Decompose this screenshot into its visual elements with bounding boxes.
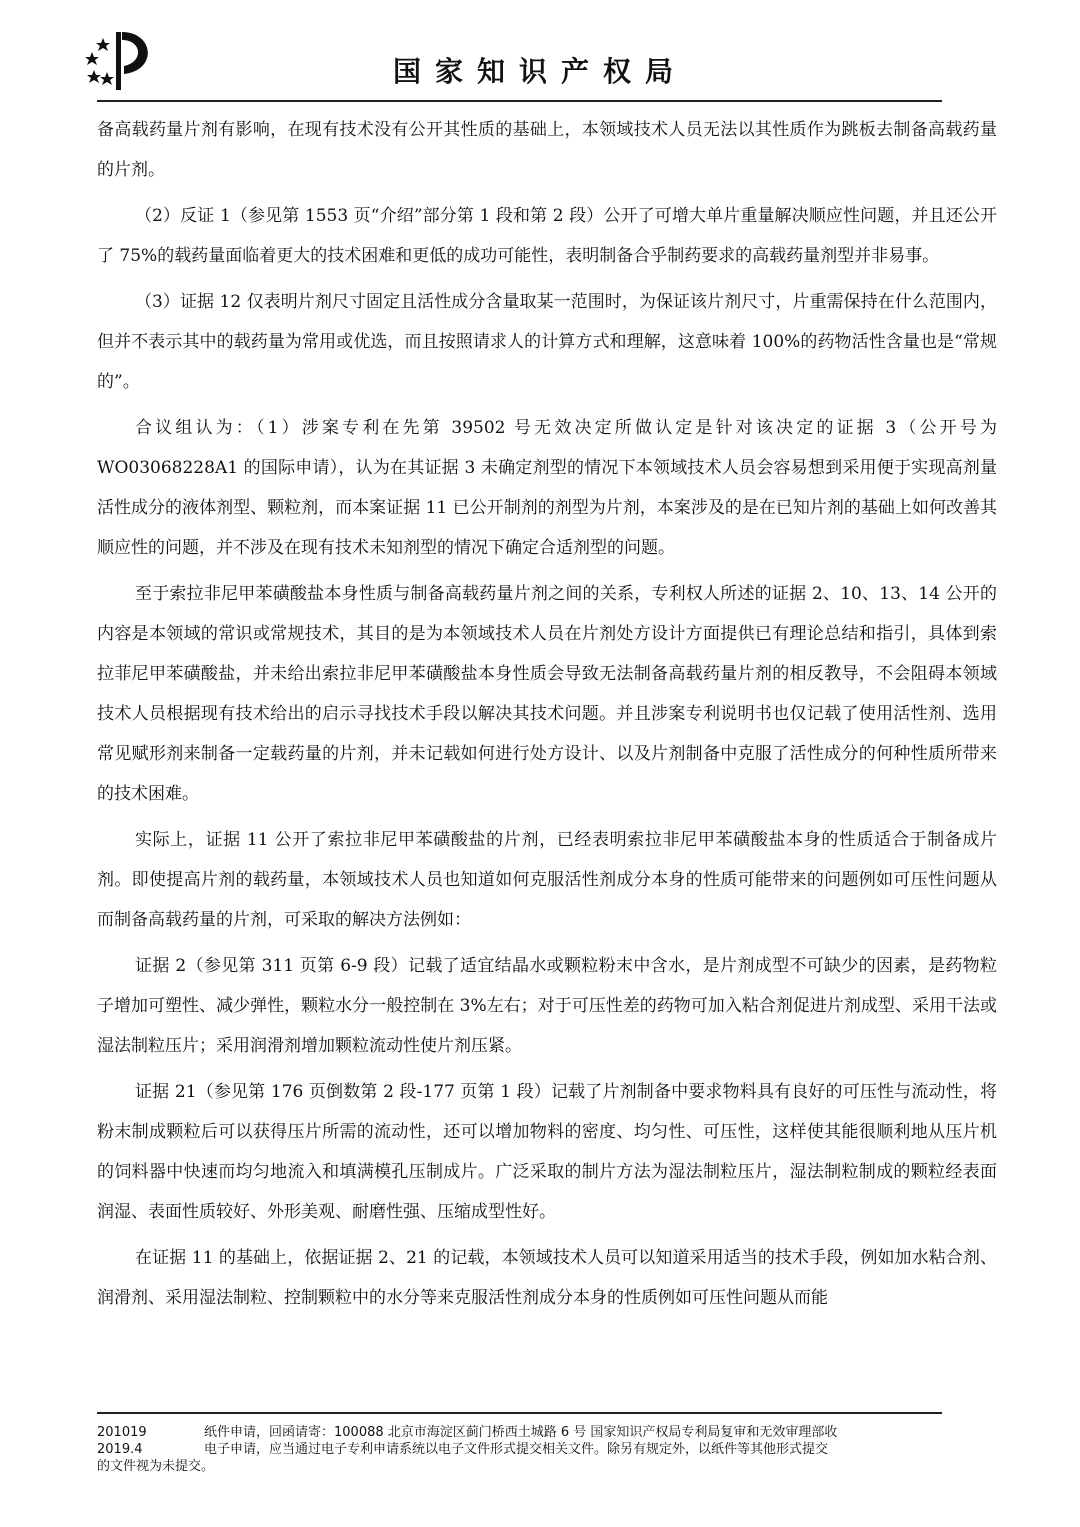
paragraph-evidence-2: 证据 2（参见第 311 页第 6-9 段）记载了适宜结晶水或颗粒粉末中含水，是片剂成型不可缺少的因素，是药物粒子增加可塑性、减少弹性，颗粒水分一般控制在 3%左右；对于可压性差的药物可加入粘合剂促进片剂成型、采用干法或湿法制粒压片；采用润滑剂增加颗粒流动性使片剂压紧。: [97, 956, 997, 1056]
footer-line-end: 的文件视为未提交。: [97, 1459, 215, 1474]
paragraph-panel-opinion: 合议组认为：（1）涉案专利在先第 39502 号无效决定所做认定是针对该决定的证据 3（公开号为WO03068228A1 的国际申请），认为在其证据 3 未确定剂型的情况下本领域技术人员会容易想到采用便于实现高剂量活性成分的液体剂型、颗粒剂，而本案证据 11 已公开制剂的剂型为片剂，本案涉及的是在已知片剂的基础上如何改善其顺应性的问题，并不涉及在现有技术未知剂型的情况下确定合适剂型的问题。: [97, 418, 997, 558]
paragraph-evidence-21: 证据 21（参见第 176 页倒数第 2 段-177 页第 1 段）记载了片剂制备中要求物料具有良好的可压性与流动性，将粉末制成颗粒后可以获得压片所需的流动性，还可以增加物料的密度、均匀性、可压性，这样使其能很顺利地从压片机的饲料器中快速而均匀地流入和填满模孔压制成片。广泛采取的制片方法为湿法制粒压片，湿法制粒制成的颗粒经表面润湿、表面性质较好、外形美观、耐磨性强、压缩成型性好。: [97, 1082, 997, 1222]
form-date: 2019.4: [97, 1442, 143, 1457]
paragraph-salt-properties: 至于索拉非尼甲苯磺酸盐本身性质与制备高载药量片剂之间的关系，专利权人所述的证据 2、10、13、14 公开的内容是本领域的常识或常规技术，其目的是为本领域技术人员在片剂处方设计方面提供已有理论总结和指引，具体到索拉菲尼甲苯磺酸盐，并未给出索拉非尼甲苯磺酸盐本身性质会导致无法制备高载药量片剂的相反教导，不会阻碍本领域技术人员根据现有技术给出的启示寻找技术手段以解决其技术问题。并且涉案专利说明书也仅记载了使用活性剂、选用常见赋形剂来制备一定载药量的片剂，并未记载如何进行处方设计、以及片剂制备中克服了活性成分的何种性质所带来的技术困难。: [97, 584, 997, 804]
footer-line-paper: 纸件申请，回函请寄：100088 北京市海淀区蓟门桥西土城路 6 号 国家知识产权局专利局复审和无效审理部收: [204, 1425, 838, 1440]
page-header: [0, 0, 1080, 104]
footer-notice: [97, 1424, 1002, 1475]
document-body: [97, 110, 997, 1324]
footer-line-electronic: 电子申请，应当通过电子专利申请系统以电子文件形式提交相关文件。除另有规定外，以纸件等其他形式提交: [204, 1442, 829, 1457]
office-name: 国家知识产权局: [392, 55, 687, 88]
header-divider: [97, 100, 942, 102]
paragraph-evidence-12: （3）证据 12 仅表明片剂尺寸固定且活性成分含量取某一范围时，为保证该片剂尺寸，片重需保持在什么范围内，但并不表示其中的载药量为常用或优选，而且按照请求人的计算方式和理解，这意味着 100%的药物活性含量也是“常规的”。: [97, 292, 997, 392]
paragraph-counter-evidence-1: （2）反证 1（参见第 1553 页“介绍”部分第 1 段和第 2 段）公开了可增大单片重量解决顺应性问题，并且还公开了 75%的载药量面临着更大的技术困难和更低的成功可能性，表明制备合乎制药要求的高载药量剂型并非易事。: [97, 206, 997, 266]
form-code: 201019: [97, 1425, 147, 1440]
footer-divider: [97, 1412, 942, 1414]
cnipa-logo-icon: [78, 26, 158, 92]
paragraph-conclusion: 在证据 11 的基础上，依据证据 2、21 的记载，本领域技术人员可以知道采用适当的技术手段，例如加水粘合剂、润滑剂、采用湿法制粒、控制颗粒中的水分等来克服活性剂成分本身的性质例如可压性问题从而能: [97, 1248, 997, 1308]
paragraph-evidence-11: 实际上，证据 11 公开了索拉非尼甲苯磺酸盐的片剂，已经表明索拉非尼甲苯磺酸盐本身的性质适合于制备成片剂。即使提高片剂的载药量，本领域技术人员也知道如何克服活性剂成分本身的性质可能带来的问题例如可压性问题从而制备高载药量的片剂，可采取的解决方法例如：: [97, 830, 997, 930]
paragraph-continuation: 备高载药量片剂有影响，在现有技术没有公开其性质的基础上，本领域技术人员无法以其性质作为跳板去制备高载药量的片剂。: [97, 120, 997, 180]
